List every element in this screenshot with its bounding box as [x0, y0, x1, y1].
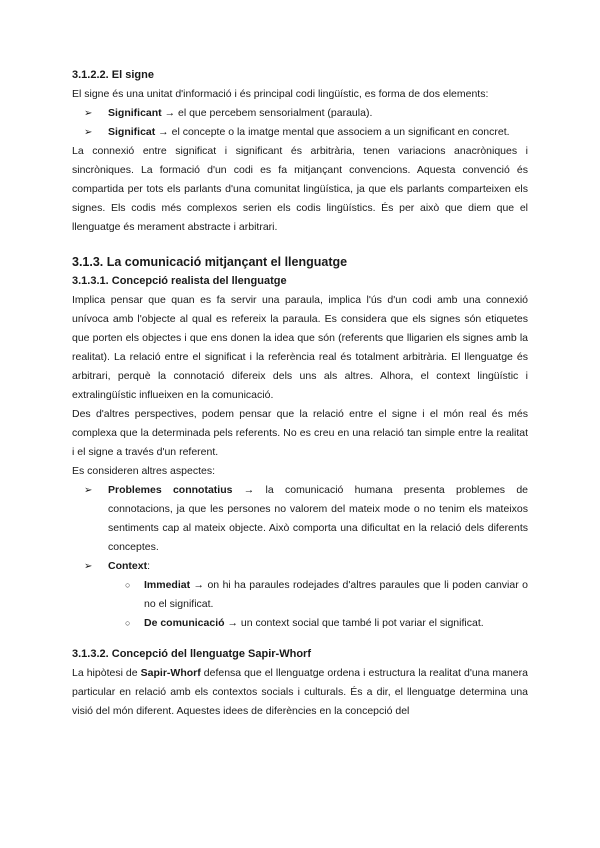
bullet-term: Significat — [108, 126, 156, 138]
realista-paragraph-1: Implica pensar que quan es fa servir una paraula, implica l'ús d'un codi amb una connexió unívoca amb l'objecte al qual es refereix la paraula. Es considera que els signes són etiquetes que porten els objectes i que ens donen la idea que són (referents que lligarien els signes amb la realitat). La relació entre el significat i la referència real és totalment arbitrària. El llenguatge és arbitrari, perquè la connotació difereix dels uns als altres. Alhora, el context lingüístic i extralingüístic influeixen en la comunicació. — [72, 294, 528, 401]
bullet-text: → la comunicació humana presenta problemes de connotacions, ja que les persones no valorem del mateix mode o no tenim els mateixos sentiments cap al mateix objecte. Això comporta una dificultat en la relació dels diferents conceptes. — [108, 484, 529, 553]
signe-bullet-list — [72, 104, 528, 142]
sub-bullet-term: Immediat — [144, 579, 191, 591]
arrow-bullet-icon: ➢ — [84, 108, 93, 119]
list-item — [72, 481, 528, 557]
list-item — [72, 123, 528, 142]
bullet-text: → el concepte o la imatge mental que associem a un significant en concret. — [155, 126, 510, 138]
arrow-bullet-icon: ➢ — [84, 127, 93, 138]
list-item — [72, 557, 528, 633]
aspectes-bullet-list — [72, 481, 528, 633]
para-rest: defensa que el llenguatge ordena i estructura la realitat d'una manera particular en relació amb els contextos socials i culturals. És a dir, el llenguatge determina una visió del món diferent. Aquestes idees de diferències en la concepció del — [72, 667, 528, 717]
list-item — [108, 614, 528, 633]
bullet-term: Problemes connotatius — [108, 484, 233, 496]
sub-bullet-term: De comunicació — [144, 617, 225, 629]
sapir-whorf-paragraph — [72, 664, 528, 721]
list-item — [108, 576, 528, 614]
bullet-text: : — [147, 560, 151, 572]
heading-3-1-3: 3.1.3. La comunicació mitjançant el llenguatge — [72, 255, 348, 269]
context-sub-list — [108, 576, 528, 633]
heading-3-1-3-1: 3.1.3.1. Concepció realista del llenguatge — [72, 275, 287, 287]
bullet-text: → el que percebem sensorialment (paraula). — [161, 107, 373, 119]
signe-paragraph: La connexió entre significat i significant és arbitrària, tenen variacions anacròniques i sincròniques. La formació d'un codi es fa mitjançant convencions. Aquesta convenció és compartida per tots els parlants d'una comunitat lingüística, ja que els parlants comparteixen els signes. Els codis més complexos serien els codis lingüístics. És per això que diem que el llenguatge és merament abstracte i arbitrari. — [72, 145, 528, 233]
list-item — [72, 104, 528, 123]
arrow-bullet-icon: ➢ — [84, 485, 93, 496]
realista-paragraph-3: Es consideren altres aspectes: — [72, 465, 215, 477]
signe-intro: El signe és una unitat d'informació i és principal codi lingüístic, es forma de dos elements: — [72, 88, 489, 100]
bullet-term: Context — [108, 560, 148, 572]
para-start: La hipòtesi de — [72, 667, 141, 679]
heading-3-1-2-2: 3.1.2.2. El signe — [72, 69, 154, 81]
realista-paragraph-2: Des d'altres perspectives, podem pensar que la relació entre el signe i el món real és més complexa que la determinada pels referents. No es creu en una relació tan simple entre la realitat i el signe a través d'un referent. — [72, 408, 528, 458]
arrow-bullet-icon: ➢ — [84, 561, 93, 572]
circle-bullet-icon: ○ — [125, 580, 131, 590]
para-term: Sapir-Whorf — [140, 667, 201, 679]
document-page — [72, 66, 528, 721]
sub-bullet-text: → un context social que també li pot variar el significat. — [224, 617, 484, 629]
heading-3-1-3-2: 3.1.3.2. Concepció del llenguatge Sapir-Whorf — [72, 648, 311, 660]
circle-bullet-icon: ○ — [125, 618, 131, 628]
sub-bullet-text: → on hi ha paraules rodejades d'altres paraules que li poden canviar o no el significat. — [144, 579, 528, 610]
bullet-term: Significant — [108, 107, 162, 119]
